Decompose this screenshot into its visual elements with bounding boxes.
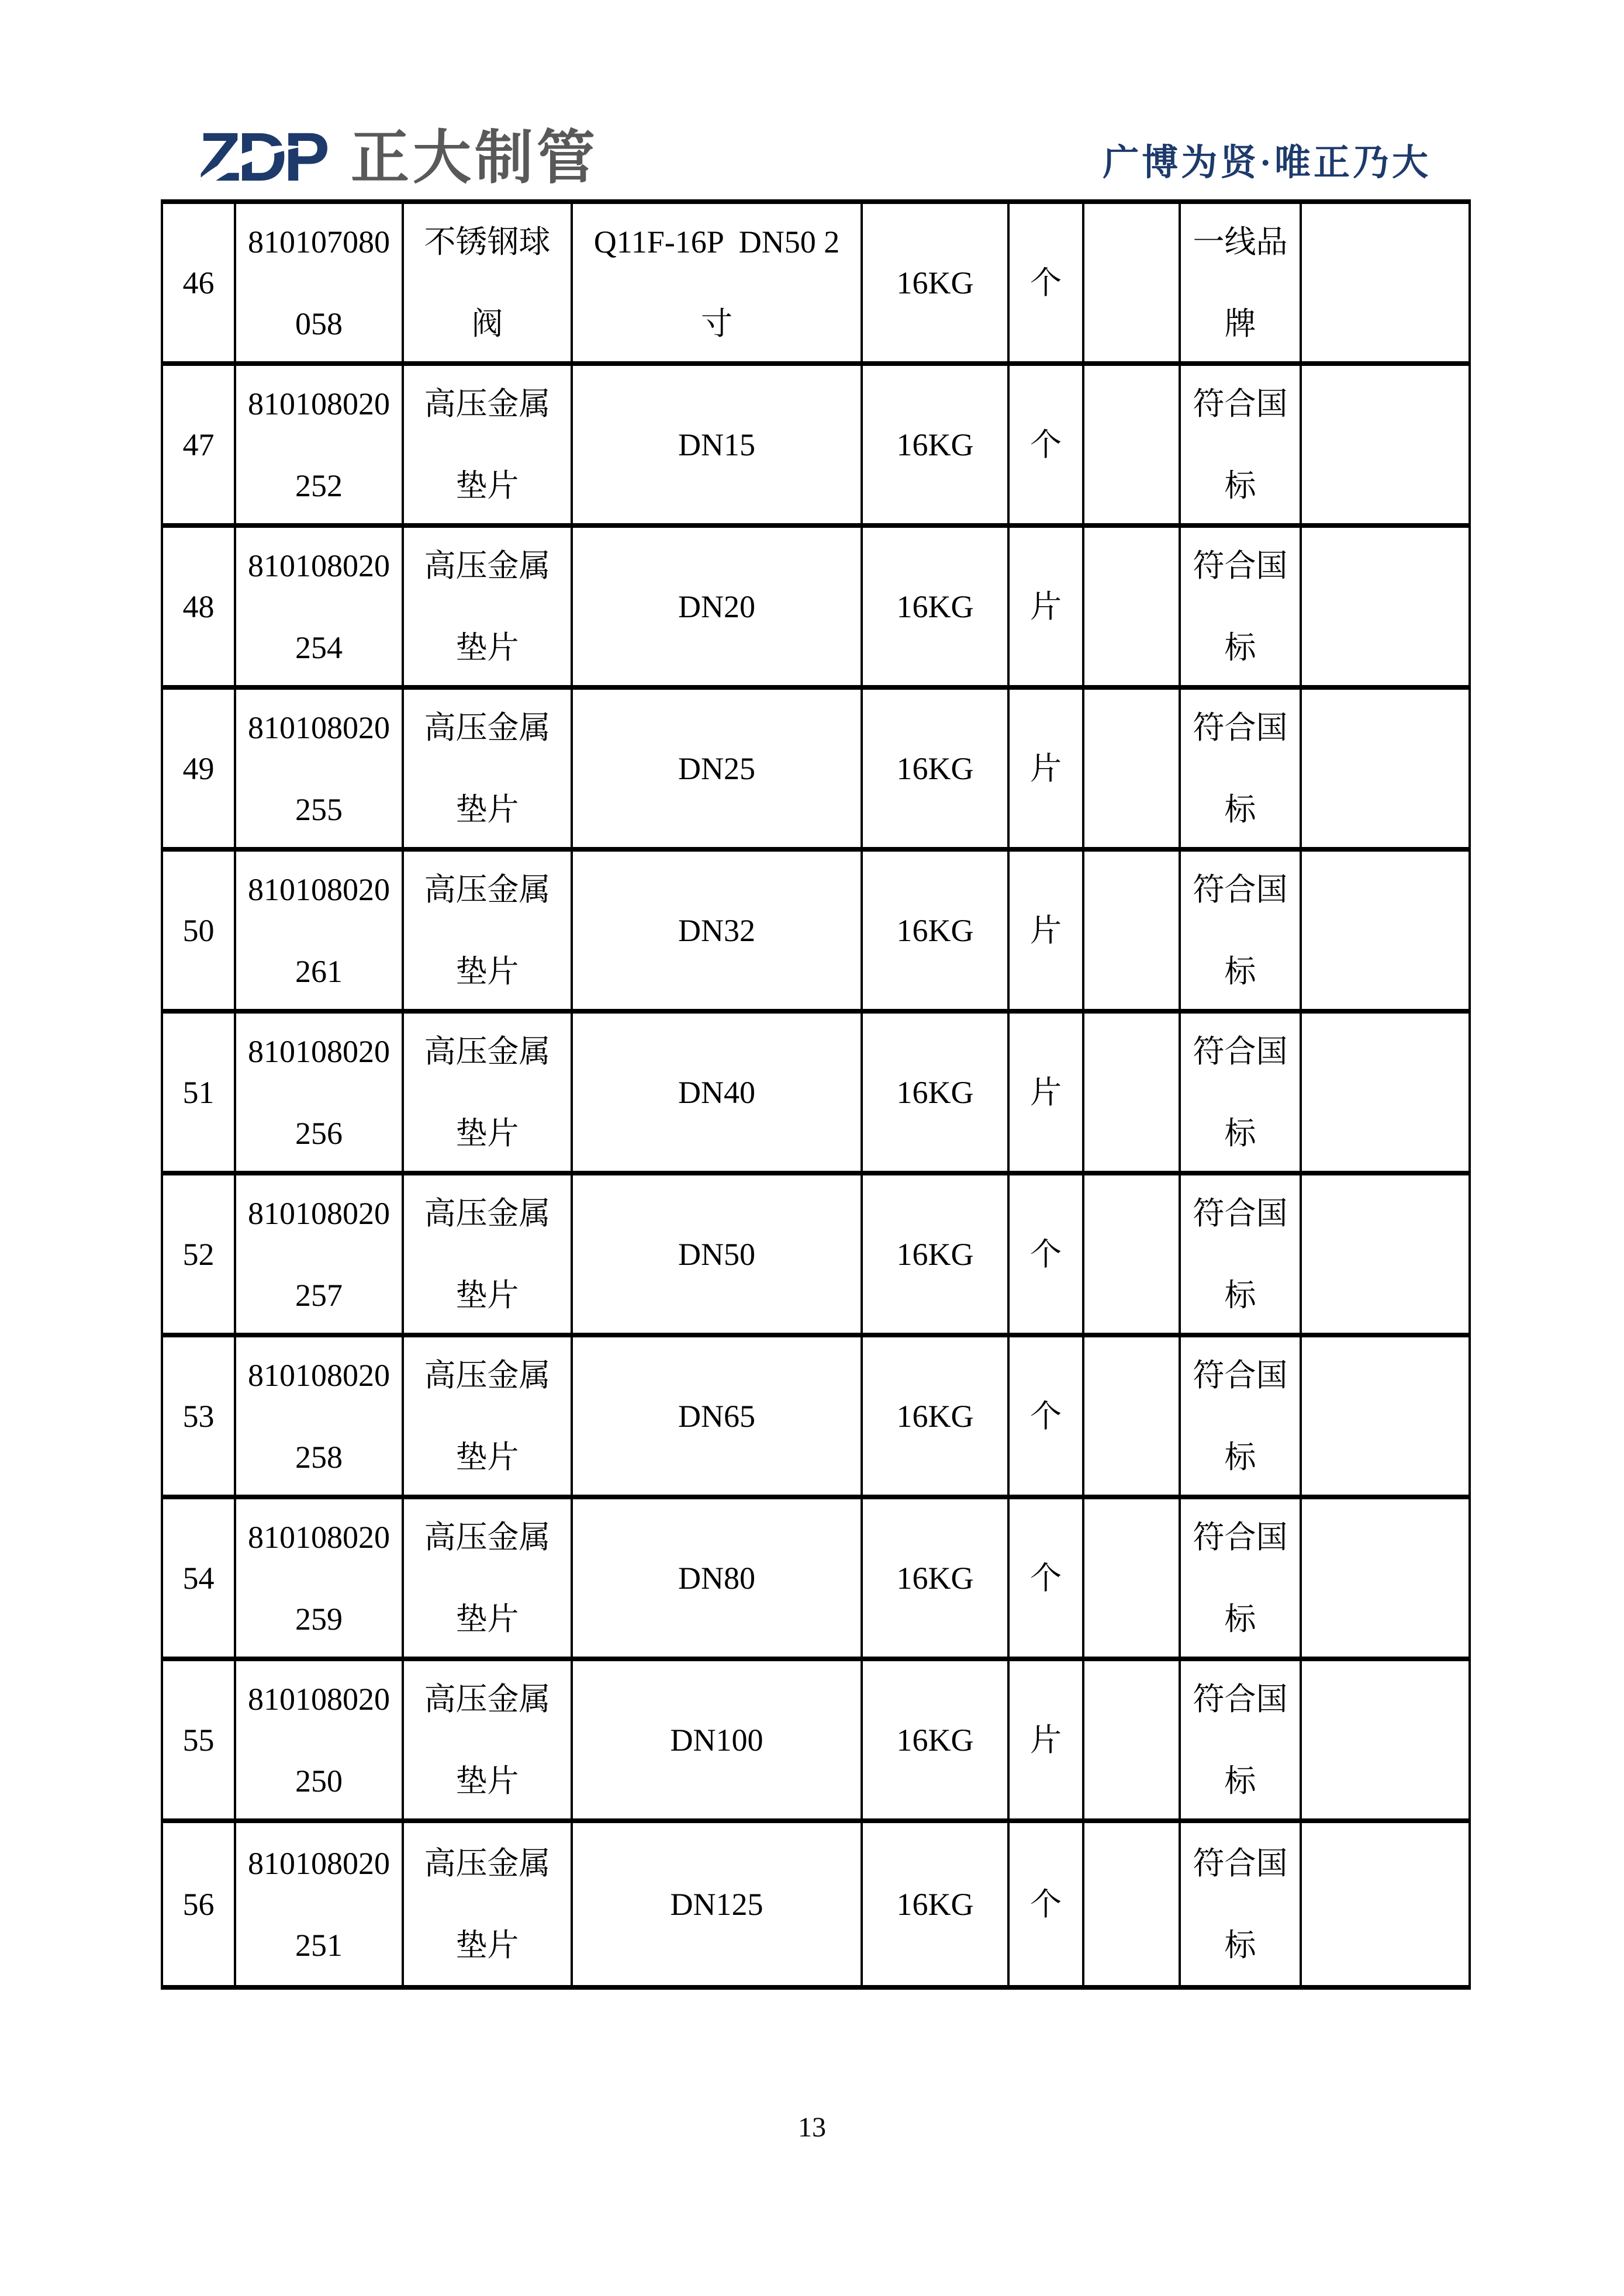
cell-line: 符合国	[1193, 872, 1288, 907]
cell-line: 高压金属	[424, 548, 551, 583]
cell-spec	[573, 366, 863, 523]
cell-product-name	[404, 528, 573, 685]
cell-unit	[1010, 1661, 1084, 1818]
cell-row-number	[163, 1499, 236, 1657]
cell-unit	[1010, 366, 1084, 523]
cell-pressure-rating	[863, 1499, 1010, 1657]
cell-line: 259	[295, 1601, 343, 1637]
cell-line: 52	[182, 1236, 215, 1272]
cell-line: 片	[1030, 1722, 1062, 1758]
cell-line: 标	[1224, 953, 1256, 989]
cell-line: 16KG	[896, 912, 974, 948]
cell-line: 个	[1030, 1560, 1062, 1596]
cell-unit	[1010, 1499, 1084, 1657]
cell-line: DN32	[678, 912, 755, 948]
cell-pressure-rating	[863, 1175, 1010, 1333]
cell-line: 53	[182, 1398, 215, 1434]
cell-line: 16KG	[896, 265, 974, 300]
cell-line: 垫片	[455, 1763, 519, 1799]
cell-line: DN50	[678, 1236, 755, 1272]
cell-line: 垫片	[455, 1439, 519, 1475]
cell-line: 54	[182, 1560, 215, 1596]
cell-line: 250	[295, 1763, 343, 1799]
cell-line: 符合国	[1193, 1519, 1288, 1555]
cell-line: 251	[295, 1927, 343, 1963]
cell-material-code	[236, 366, 404, 523]
cell-line: 个	[1030, 1398, 1062, 1434]
table-row	[163, 1337, 1468, 1499]
cell-pressure-rating	[863, 1014, 1010, 1171]
cell-line: 标	[1224, 1927, 1256, 1963]
cell-line: 55	[182, 1722, 215, 1758]
cell-unit	[1010, 690, 1084, 847]
cell-spec	[573, 1337, 863, 1495]
cell-spec	[573, 528, 863, 685]
cell-line: 寸	[701, 306, 732, 341]
cell-product-name	[404, 1175, 573, 1333]
cell-quantity-empty	[1084, 366, 1181, 523]
cell-spec	[573, 690, 863, 847]
cell-line: 标	[1224, 1439, 1256, 1475]
cell-remark	[1181, 1175, 1302, 1333]
cell-product-name	[404, 1499, 573, 1657]
cell-line: 810107080	[248, 224, 390, 260]
cell-remark	[1181, 852, 1302, 1009]
cell-pressure-rating	[863, 366, 1010, 523]
cell-line: 810108020	[248, 1195, 390, 1231]
cell-line: 49	[182, 751, 215, 786]
cell-product-name	[404, 1661, 573, 1818]
cell-remark	[1181, 204, 1302, 361]
cell-line: 个	[1030, 1236, 1062, 1272]
table-row	[163, 1661, 1468, 1823]
cell-line: 高压金属	[424, 1519, 551, 1555]
cell-line: 垫片	[455, 953, 519, 989]
cell-line: 垫片	[455, 468, 519, 503]
cell-remark	[1181, 690, 1302, 847]
cell-quantity-empty	[1084, 690, 1181, 847]
cell-row-number	[163, 852, 236, 1009]
cell-line: DN40	[678, 1074, 755, 1110]
cell-line: 252	[295, 468, 343, 503]
zdp-logo-icon	[199, 120, 333, 196]
company-name: 正大制管	[351, 125, 599, 191]
cell-quantity-empty	[1084, 1014, 1181, 1171]
table-row	[163, 690, 1468, 852]
cell-extra-empty	[1302, 366, 1468, 523]
cell-line: DN125	[670, 1886, 763, 1922]
cell-line: 50	[182, 912, 215, 948]
cell-line: 符合国	[1193, 1681, 1288, 1717]
cell-line: 16KG	[896, 1886, 974, 1922]
cell-extra-empty	[1302, 1337, 1468, 1495]
cell-line: 个	[1030, 1886, 1062, 1922]
cell-line: 标	[1224, 468, 1256, 503]
table-row	[163, 366, 1468, 528]
cell-line: 47	[182, 427, 215, 462]
cell-row-number	[163, 1337, 236, 1495]
cell-line: 058	[295, 306, 343, 341]
table-row	[163, 852, 1468, 1014]
table-row	[163, 528, 1468, 690]
cell-line: 阀	[471, 306, 503, 341]
cell-line: 片	[1030, 1074, 1062, 1110]
cell-row-number	[163, 1823, 236, 1985]
cell-material-code	[236, 1014, 404, 1171]
cell-row-number	[163, 1661, 236, 1818]
cell-line: 257	[295, 1277, 343, 1313]
cell-line: 高压金属	[424, 1357, 551, 1393]
cell-pressure-rating	[863, 852, 1010, 1009]
page-number: 13	[798, 2112, 826, 2143]
cell-line: DN80	[678, 1560, 755, 1596]
cell-quantity-empty	[1084, 1337, 1181, 1495]
cell-pressure-rating	[863, 1337, 1010, 1495]
cell-line: 810108020	[248, 872, 390, 907]
cell-unit	[1010, 1175, 1084, 1333]
cell-spec	[573, 1014, 863, 1171]
cell-remark	[1181, 1014, 1302, 1171]
cell-line: DN20	[678, 589, 755, 624]
items-table	[161, 199, 1471, 1990]
cell-product-name	[404, 204, 573, 361]
cell-extra-empty	[1302, 690, 1468, 847]
cell-line: DN15	[678, 427, 755, 462]
cell-line: 810108020	[248, 548, 390, 583]
table-row	[163, 1175, 1468, 1337]
cell-spec	[573, 204, 863, 361]
cell-quantity-empty	[1084, 1661, 1181, 1818]
cell-line: 810108020	[248, 1357, 390, 1393]
cell-spec	[573, 1175, 863, 1333]
cell-line: 16KG	[896, 1236, 974, 1272]
cell-row-number	[163, 1014, 236, 1171]
cell-remark	[1181, 1661, 1302, 1818]
cell-line: 高压金属	[424, 1195, 551, 1231]
cell-line: 符合国	[1193, 1195, 1288, 1231]
cell-line: 一线品	[1193, 224, 1288, 260]
cell-line: 46	[182, 265, 215, 300]
cell-material-code	[236, 528, 404, 685]
cell-line: 符合国	[1193, 1033, 1288, 1069]
cell-remark	[1181, 1823, 1302, 1985]
cell-line: 标	[1224, 1277, 1256, 1313]
cell-line: 垫片	[455, 1601, 519, 1637]
cell-material-code	[236, 1499, 404, 1657]
cell-unit	[1010, 1014, 1084, 1171]
cell-extra-empty	[1302, 852, 1468, 1009]
cell-line: 16KG	[896, 1074, 974, 1110]
cell-product-name	[404, 1014, 573, 1171]
cell-line: 48	[182, 589, 215, 624]
cell-quantity-empty	[1084, 1823, 1181, 1985]
cell-line: 垫片	[455, 1115, 519, 1151]
table-row	[163, 1823, 1468, 1985]
cell-line: 标	[1224, 1601, 1256, 1637]
cell-extra-empty	[1302, 1014, 1468, 1171]
cell-line: 片	[1030, 589, 1062, 624]
cell-line: 810108020	[248, 1519, 390, 1555]
cell-spec	[573, 1823, 863, 1985]
cell-line: 254	[295, 630, 343, 665]
cell-quantity-empty	[1084, 852, 1181, 1009]
cell-line: 810108020	[248, 1033, 390, 1069]
cell-unit	[1010, 1337, 1084, 1495]
cell-line: 牌	[1224, 306, 1256, 341]
cell-line: 16KG	[896, 427, 974, 462]
cell-remark	[1181, 1499, 1302, 1657]
table-row	[163, 204, 1468, 366]
cell-unit	[1010, 204, 1084, 361]
cell-line: 16KG	[896, 751, 974, 786]
cell-line: 高压金属	[424, 1845, 551, 1881]
cell-line: 810108020	[248, 1681, 390, 1717]
cell-quantity-empty	[1084, 528, 1181, 685]
cell-line: 标	[1224, 1763, 1256, 1799]
cell-line: 标	[1224, 630, 1256, 665]
cell-line: 16KG	[896, 1398, 974, 1434]
cell-line: 符合国	[1193, 386, 1288, 421]
company-slogan: 广博为贤·唯正乃大	[1103, 143, 1431, 183]
zdp-logo-text: ZDP	[199, 120, 326, 196]
cell-unit	[1010, 852, 1084, 1009]
cell-line: 256	[295, 1115, 343, 1151]
cell-line: 56	[182, 1886, 215, 1922]
cell-line: 垫片	[455, 630, 519, 665]
cell-unit	[1010, 1823, 1084, 1985]
cell-line: 标	[1224, 791, 1256, 827]
cell-extra-empty	[1302, 1823, 1468, 1985]
cell-extra-empty	[1302, 1499, 1468, 1657]
cell-line: DN25	[678, 751, 755, 786]
cell-material-code	[236, 690, 404, 847]
cell-quantity-empty	[1084, 1175, 1181, 1333]
cell-line: 符合国	[1193, 1845, 1288, 1881]
cell-material-code	[236, 204, 404, 361]
cell-line: 个	[1030, 427, 1062, 462]
cell-line: 不锈钢球	[424, 224, 551, 260]
cell-line: 高压金属	[424, 1681, 551, 1717]
cell-line: Q11F-16P DN50 2	[593, 224, 840, 260]
cell-spec	[573, 1661, 863, 1818]
cell-material-code	[236, 1175, 404, 1333]
cell-line: 16KG	[896, 589, 974, 624]
cell-line: 片	[1030, 751, 1062, 786]
cell-line: 标	[1224, 1115, 1256, 1151]
cell-unit	[1010, 528, 1084, 685]
cell-row-number	[163, 690, 236, 847]
cell-product-name	[404, 852, 573, 1009]
cell-line: 垫片	[455, 1927, 519, 1963]
cell-row-number	[163, 366, 236, 523]
table-row	[163, 1014, 1468, 1175]
cell-pressure-rating	[863, 204, 1010, 361]
company-logo	[199, 120, 599, 196]
cell-spec	[573, 852, 863, 1009]
cell-line: 垫片	[455, 791, 519, 827]
cell-line: 高压金属	[424, 386, 551, 421]
cell-product-name	[404, 690, 573, 847]
cell-line: DN65	[678, 1398, 755, 1434]
cell-extra-empty	[1302, 528, 1468, 685]
cell-spec	[573, 1499, 863, 1657]
cell-quantity-empty	[1084, 204, 1181, 361]
cell-material-code	[236, 1337, 404, 1495]
cell-line: 高压金属	[424, 1033, 551, 1069]
cell-product-name	[404, 1337, 573, 1495]
cell-material-code	[236, 1823, 404, 1985]
cell-pressure-rating	[863, 690, 1010, 847]
cell-remark	[1181, 1337, 1302, 1495]
cell-product-name	[404, 366, 573, 523]
cell-line: 810108020	[248, 1845, 390, 1881]
cell-row-number	[163, 204, 236, 361]
cell-line: 个	[1030, 265, 1062, 300]
cell-line: 垫片	[455, 1277, 519, 1313]
cell-line: 810108020	[248, 386, 390, 421]
table-row	[163, 1499, 1468, 1661]
cell-line: 255	[295, 791, 343, 827]
cell-line: 51	[182, 1074, 215, 1110]
cell-pressure-rating	[863, 528, 1010, 685]
cell-line: 符合国	[1193, 710, 1288, 745]
cell-row-number	[163, 528, 236, 685]
cell-line: 高压金属	[424, 710, 551, 745]
cell-pressure-rating	[863, 1661, 1010, 1818]
cell-quantity-empty	[1084, 1499, 1181, 1657]
cell-line: 261	[295, 953, 343, 989]
cell-pressure-rating	[863, 1823, 1010, 1985]
cell-line: 16KG	[896, 1722, 974, 1758]
cell-line: DN100	[670, 1722, 763, 1758]
cell-row-number	[163, 1175, 236, 1333]
cell-line: 16KG	[896, 1560, 974, 1596]
cell-remark	[1181, 528, 1302, 685]
cell-line: 符合国	[1193, 548, 1288, 583]
cell-extra-empty	[1302, 204, 1468, 361]
cell-line: 高压金属	[424, 872, 551, 907]
cell-remark	[1181, 366, 1302, 523]
cell-extra-empty	[1302, 1661, 1468, 1818]
cell-product-name	[404, 1823, 573, 1985]
cell-line: 符合国	[1193, 1357, 1288, 1393]
cell-line: 810108020	[248, 710, 390, 745]
cell-line: 258	[295, 1439, 343, 1475]
cell-material-code	[236, 1661, 404, 1818]
cell-line: 片	[1030, 912, 1062, 948]
cell-extra-empty	[1302, 1175, 1468, 1333]
cell-material-code	[236, 852, 404, 1009]
